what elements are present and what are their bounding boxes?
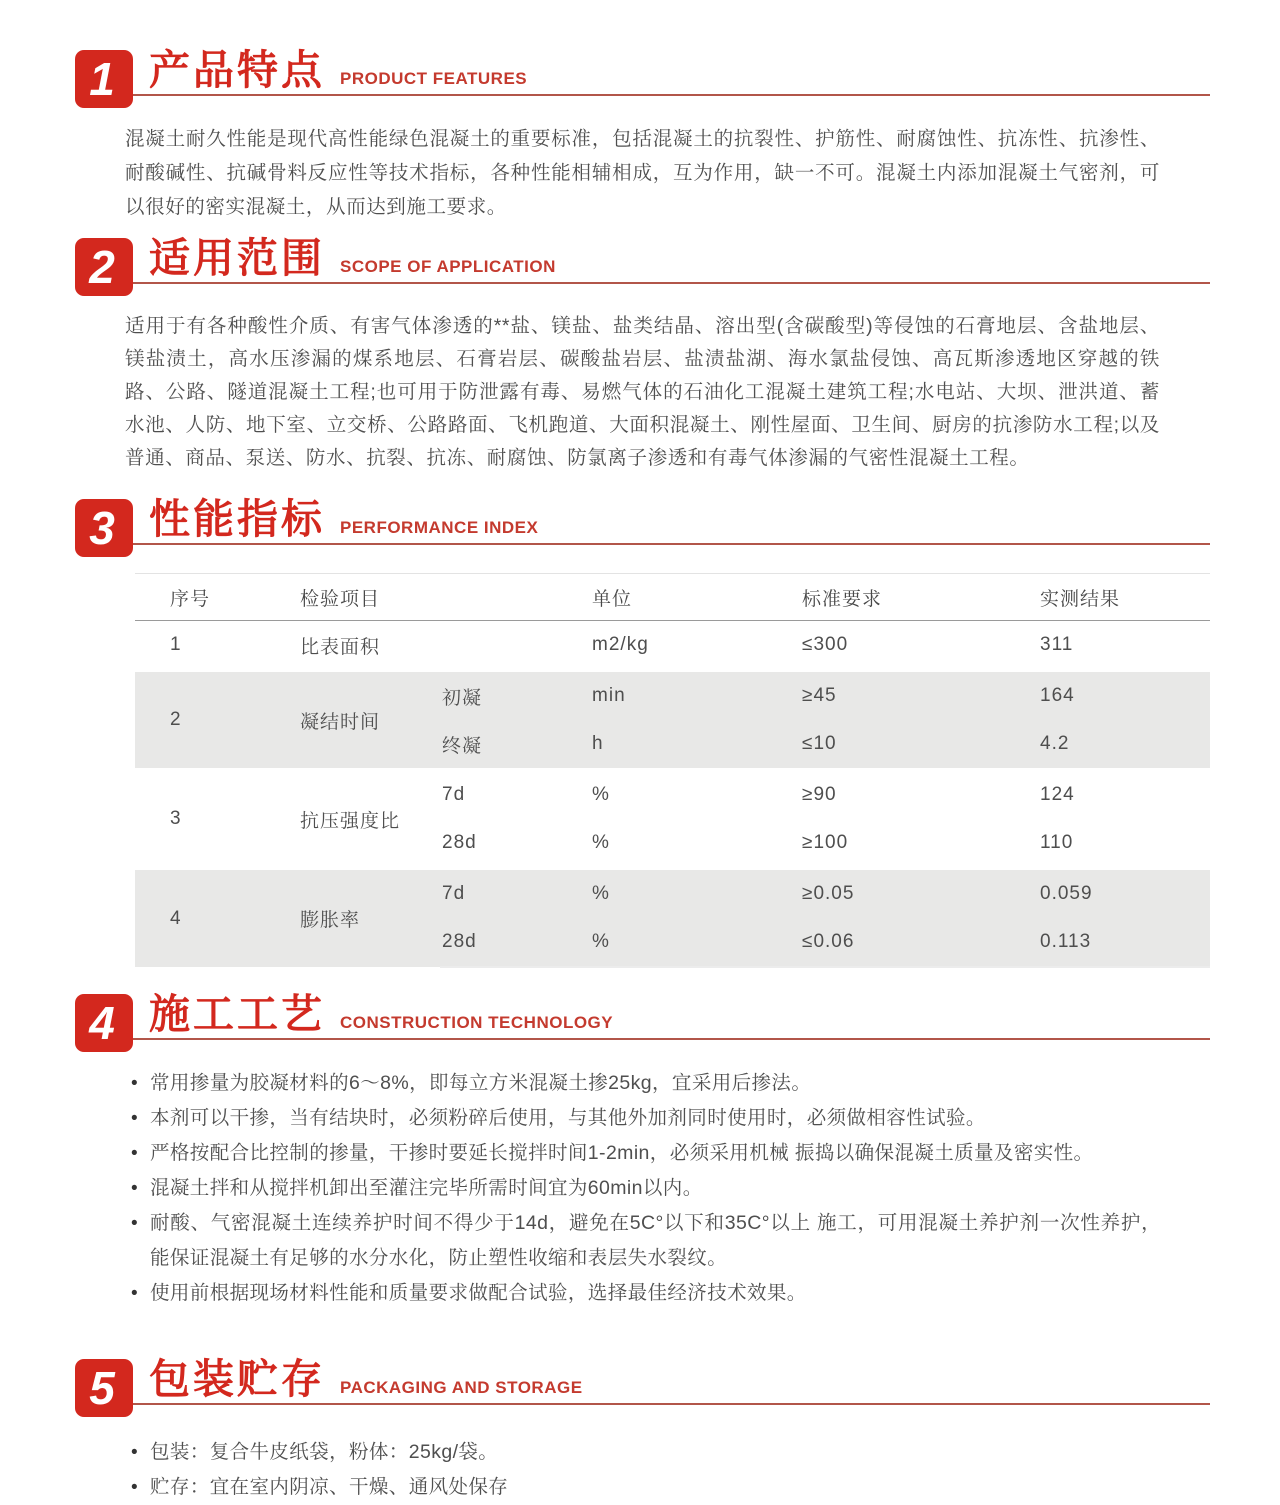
col-header-result: 实测结果 [1038, 574, 1210, 621]
cell-standard: ≤0.06 [800, 918, 1038, 967]
cell-standard: ≥0.05 [800, 869, 1038, 919]
cell-item: 抗压强度比 [265, 770, 440, 869]
cell-sub-item: 28d [442, 832, 477, 853]
cell-standard: ≥100 [802, 832, 849, 853]
list-item: • 贮存：宜在室内阴凉、干燥、通风处保存 [131, 1470, 1161, 1505]
cell-standard: ≥45 [800, 671, 1038, 721]
section-packaging-storage [75, 1356, 1210, 1505]
list-item: • 混凝土拌和从搅拌机卸出至灌注完毕所需时间宜为60min以内。 [131, 1171, 1161, 1206]
section-heading [75, 47, 1210, 108]
cell-unit: % [590, 770, 800, 820]
heading-rule [133, 991, 1210, 1040]
cell-result: 0.113 [1038, 918, 1210, 967]
cell-unit: min [590, 671, 800, 721]
cell-result: 0.059 [1038, 869, 1210, 919]
cell-result: 311 [1040, 634, 1074, 655]
list-item: • 严格按配合比控制的掺量，干掺时要延长搅拌时间1-2min，必须采用机械 振捣以确保混凝土质量及密实性。 [131, 1136, 1161, 1171]
cell-no: 1 [170, 634, 182, 655]
section-title: 适用范围 [149, 235, 325, 281]
heading-rule [133, 1356, 1210, 1405]
section-paragraph: 适用于有各种酸性介质、有害气体渗透的**盐、镁盐、盐类结晶、溶出型(含碳酸型)等侵蚀的石膏地层、含盐地层、镁盐渍土，高水压渗漏的煤系地层、石膏岩层、碳酸盐岩层、盐渍盐湖、海水氯盐侵蚀、高瓦斯渗透地区穿越的铁路、公路、隧道混凝土工程;也可用于防泄露有毒、易燃气体的石油化工混凝土建筑工程;水电站、大坝、泄洪道、蓄水池、人防、地下室、立交桥、公路路面、飞机跑道、大面积混凝土、刚性屋面、卫生间、厨房的抗渗防水工程;以及普通、商品、泵送、防水、抗裂、抗冻、耐腐蚀、防氯离子渗透和有毒气体渗漏的气密性混凝土工程。 [125, 315, 1160, 469]
section-scope-of-application [75, 235, 1210, 475]
table-row-expansion-7d [135, 869, 1210, 919]
cell-unit: % [592, 832, 610, 853]
section-heading [75, 235, 1210, 296]
section-title: 产品特点 [149, 47, 325, 93]
heading-rule [133, 235, 1210, 284]
cell-no: 2 [135, 671, 265, 770]
section-heading [75, 1356, 1210, 1417]
cell-item: 比表面积 [300, 636, 381, 658]
cell-sub-item: 28d [440, 918, 590, 967]
section-title: 包装贮存 [149, 1356, 325, 1402]
cell-standard: ≥90 [800, 770, 1038, 820]
cell-result: 164 [1038, 671, 1210, 721]
section-subtitle: PACKAGING AND STORAGE [340, 1378, 583, 1397]
section-product-features [75, 47, 1210, 224]
list-item: • 包装：复合牛皮纸袋，粉体：25kg/袋。 [131, 1435, 1161, 1470]
section-construction-technology [75, 991, 1210, 1311]
cell-result: 110 [1040, 832, 1074, 853]
cell-sub-item: 7d [440, 869, 590, 919]
cell-no: 3 [135, 770, 265, 869]
cell-sub-item: 7d [440, 770, 590, 820]
section-number-badge: 3 [75, 499, 133, 557]
cell-no: 4 [135, 869, 265, 968]
section-subtitle: CONSTRUCTION TECHNOLOGY [340, 1013, 614, 1032]
section-performance-index [75, 496, 1210, 968]
col-header-item: 检验项目 [265, 574, 590, 621]
table-row-compressive-7d [135, 770, 1210, 820]
col-header-standard: 标准要求 [800, 574, 1038, 621]
cell-standard: ≤10 [800, 720, 1038, 770]
cell-unit: m2/kg [592, 634, 649, 655]
section-heading [75, 991, 1210, 1052]
cell-result: 4.2 [1038, 720, 1210, 770]
list-item: • 常用掺量为胶凝材料的6～8%，即每立方米混凝土掺25kg，宜采用后掺法。 [131, 1066, 1161, 1101]
construction-bullet-list [131, 1066, 1161, 1311]
section-subtitle: PERFORMANCE INDEX [340, 518, 539, 537]
cell-sub-item: 初凝 [440, 671, 590, 721]
section-heading [75, 496, 1210, 557]
section-number-badge: 5 [75, 1359, 133, 1417]
table-header-row [135, 574, 1210, 621]
section-number-badge: 2 [75, 238, 133, 296]
section-title: 施工工艺 [149, 991, 325, 1037]
col-header-no: 序号 [135, 574, 265, 621]
heading-rule [133, 496, 1210, 545]
col-header-unit: 单位 [590, 574, 800, 621]
list-item: • 使用前根据现场材料性能和质量要求做配合试验，选择最佳经济技术效果。 [131, 1276, 1161, 1311]
cell-unit: % [590, 918, 800, 967]
performance-table [135, 573, 1210, 968]
packaging-bullet-list [131, 1435, 1161, 1505]
cell-sub-item: 终凝 [440, 720, 590, 770]
section-subtitle: PRODUCT FEATURES [340, 69, 528, 88]
section-number-badge: 4 [75, 994, 133, 1052]
list-item: • 耐酸、气密混凝土连续养护时间不得少于14d，避免在5C°以下和35C°以上 施工，可用混凝土养护剂一次性养护，能保证混凝土有足够的水分水化，防止塑性收缩和表层失水裂纹。 [131, 1206, 1161, 1276]
list-item: • 本剂可以干掺，当有结块时，必须粉碎后使用，与其他外加剂同时使用时，必须做相容性试验。 [131, 1101, 1161, 1136]
table-row-setting-time-initial [135, 671, 1210, 721]
cell-standard: ≤300 [802, 634, 849, 655]
section-paragraph: 混凝土耐久性能是现代高性能绿色混凝土的重要标准，包括混凝土的抗裂性、护筋性、耐腐蚀性、抗冻性、抗渗性、耐酸碱性、抗碱骨料反应性等技术指标，各种性能相辅相成，互为作用，缺一不可。混凝土内添加混凝土气密剂，可以很好的密实混凝土，从而达到施工要求。 [125, 128, 1160, 218]
cell-unit: h [590, 720, 800, 770]
table-row-specific-surface [135, 621, 1210, 671]
cell-item: 凝结时间 [265, 671, 440, 770]
cell-result: 124 [1038, 770, 1210, 820]
cell-unit: % [590, 869, 800, 919]
section-number-badge: 1 [75, 50, 133, 108]
cell-item: 膨胀率 [265, 869, 440, 968]
section-subtitle: SCOPE OF APPLICATION [340, 257, 556, 276]
section-title: 性能指标 [149, 496, 325, 542]
heading-rule [133, 47, 1210, 96]
